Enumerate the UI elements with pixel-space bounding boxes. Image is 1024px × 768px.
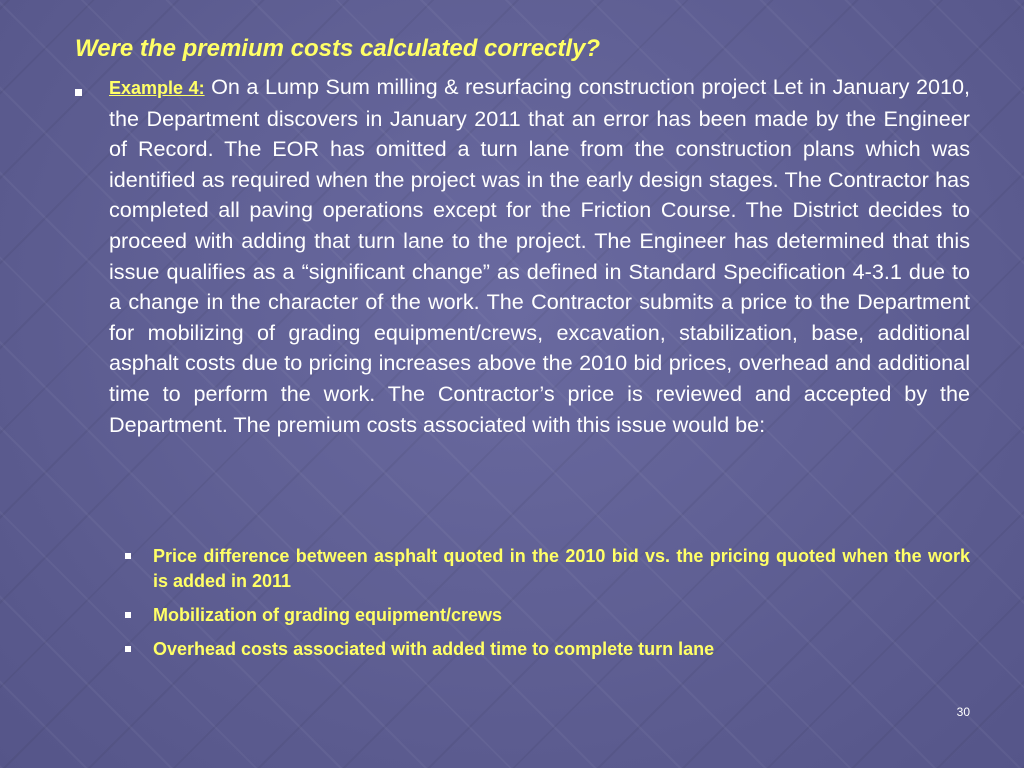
premium-cost-list xyxy=(122,544,970,671)
list-item xyxy=(122,637,970,662)
slide-title: Were the premium costs calculated correctly? xyxy=(75,35,601,62)
page-number: 30 xyxy=(956,705,970,719)
list-item-text: Price difference between asphalt quoted in the 2010 bid vs. the pricing quoted when the work is added in 2011 xyxy=(153,546,970,591)
example-body-text: On a Lump Sum milling & resurfacing construction project Let in January 2010, the Department discovers in January 2011 that an error has been made by the Engineer of Record. The EOR has omitted a turn lane from the construction plans which was identified as required when the project was in the early design stages. The Contractor has completed all paving operations except for the Friction Course. The District decides to proceed with adding that turn lane to the project. The Engineer has determined that this issue qualifies as a “significant change” as defined in Standard Specification 4-3.1 due to a change in the character of the work. The Contractor submits a price to the Department for mobilizing of grading equipment/crews, excavation, stabilization, base, additional asphalt costs due to pricing increases above the 2010 bid prices, overhead and additional time to perform the work. The Contractor’s price is reviewed and accepted by the Department. The premium costs associated with this issue would be: xyxy=(109,74,970,437)
list-item xyxy=(122,603,970,628)
square-bullet-icon xyxy=(125,612,131,618)
list-item-text: Mobilization of grading equipment/crews xyxy=(153,605,503,625)
square-bullet-icon xyxy=(72,86,85,99)
example-label: Example 4: xyxy=(109,78,205,98)
square-bullet-icon xyxy=(125,553,131,559)
example-paragraph xyxy=(109,72,970,440)
list-item xyxy=(122,544,970,594)
list-item-text: Overhead costs associated with added time to complete turn lane xyxy=(153,639,715,659)
square-bullet-icon xyxy=(125,646,131,652)
